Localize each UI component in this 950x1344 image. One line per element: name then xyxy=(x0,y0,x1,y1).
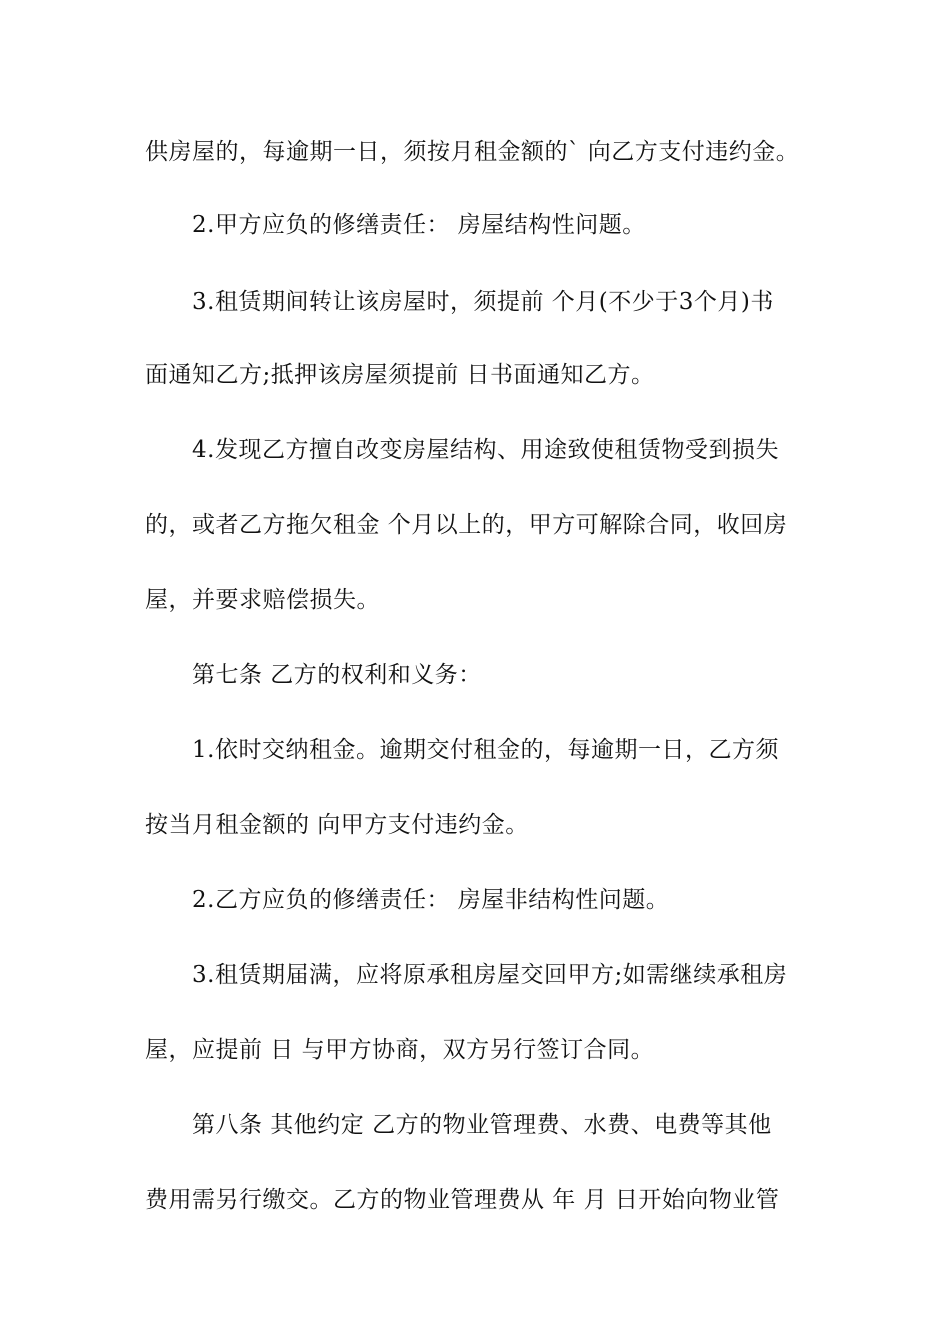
text-line: 2.乙方应负的修缮责任： 房屋非结构性问题。 xyxy=(192,887,670,913)
text-line: 4.发现乙方擅自改变房屋结构、用途致使租赁物受到损失 xyxy=(192,437,779,463)
section-heading: 第八条 其他约定 乙方的物业管理费、水费、电费等其他 xyxy=(192,1112,772,1138)
text-line: 3.租赁期间转让该房屋时，须提前 个月(不少于3个月)书 xyxy=(192,289,774,315)
text-line: 1.依时交纳租金。逾期交付租金的，每逾期一日，乙方须 xyxy=(192,737,779,763)
text-line: 3.租赁期届满，应将原承租房屋交回甲方;如需继续承租房 xyxy=(192,962,788,988)
text-line: 屋，应提前 日 与甲方协商，双方另行签订合同。 xyxy=(145,1037,655,1063)
text-line: 的，或者乙方拖欠租金 个月以上的，甲方可解除合同，收回房 xyxy=(145,512,788,538)
text-line: 费用需另行缴交。乙方的物业管理费从 年 月 日开始向物业管 xyxy=(145,1187,780,1213)
text-line: 供房屋的，每逾期一日，须按月租金额的` 向乙方支付违约金。 xyxy=(145,139,800,165)
text-line: 屋，并要求赔偿损失。 xyxy=(145,587,380,613)
text-line: 按当月租金额的 向甲方支付违约金。 xyxy=(145,812,529,838)
text-line: 面通知乙方;抵押该房屋须提前 日书面通知乙方。 xyxy=(145,362,655,388)
text-line: 2.甲方应负的修缮责任： 房屋结构性问题。 xyxy=(192,212,646,238)
section-heading: 第七条 乙方的权利和义务： xyxy=(192,662,482,688)
